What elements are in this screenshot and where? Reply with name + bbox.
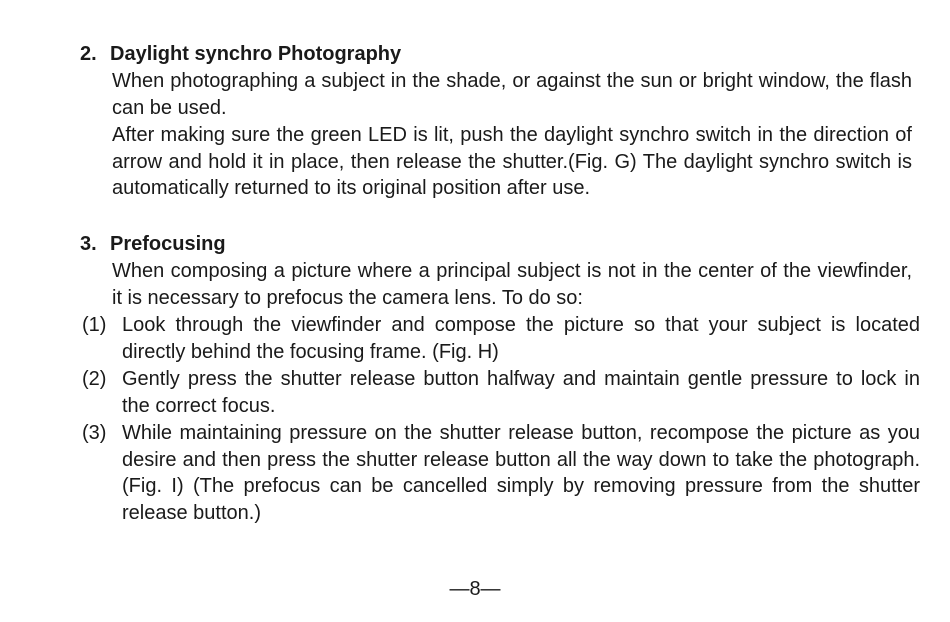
section-paragraph: After making sure the green LED is lit, push the daylight synchro switch in the direction of arrow and hold it in place, then release the shutter.(Fig. G) The daylight synchro switch is automatically returned to its original position after use. <box>112 124 912 200</box>
step-marker: (1) <box>82 314 107 336</box>
step-text: While maintaining pressure on the shutter release button, recompose the picture as you desire and then press the shutter release button all the way down to take the photograph. (Fig. I) (The prefocus can be cancelled simply by removing pressure from the shutter release button.) <box>122 422 920 524</box>
section-heading-daylight-synchro <box>80 41 401 67</box>
step-item <box>82 420 922 528</box>
section-paragraph: When photographing a subject in the shade, or against the sun or bright window, the flash can be used. <box>112 70 912 119</box>
section-number: 2. <box>80 43 97 65</box>
section-heading-prefocusing <box>80 231 226 257</box>
section-title: Daylight synchro Photography <box>110 43 402 65</box>
step-text: Look through the viewfinder and compose the picture so that your subject is located directly behind the focusing frame. (Fig. H) <box>122 314 920 363</box>
section-number: 3. <box>80 233 97 255</box>
step-text: Gently press the shutter release button halfway and maintain gentle pressure to lock in the correct focus. <box>122 368 920 417</box>
step-marker: (3) <box>82 422 107 444</box>
step-item <box>82 312 922 366</box>
section-title: Prefocusing <box>110 233 226 255</box>
step-item <box>82 366 922 420</box>
step-marker: (2) <box>82 368 107 390</box>
page-number: —8— <box>449 578 501 600</box>
section-intro: When composing a picture where a principal subject is not in the center of the viewfinder, it is necessary to prefocus the camera lens. To do so: <box>112 260 912 309</box>
